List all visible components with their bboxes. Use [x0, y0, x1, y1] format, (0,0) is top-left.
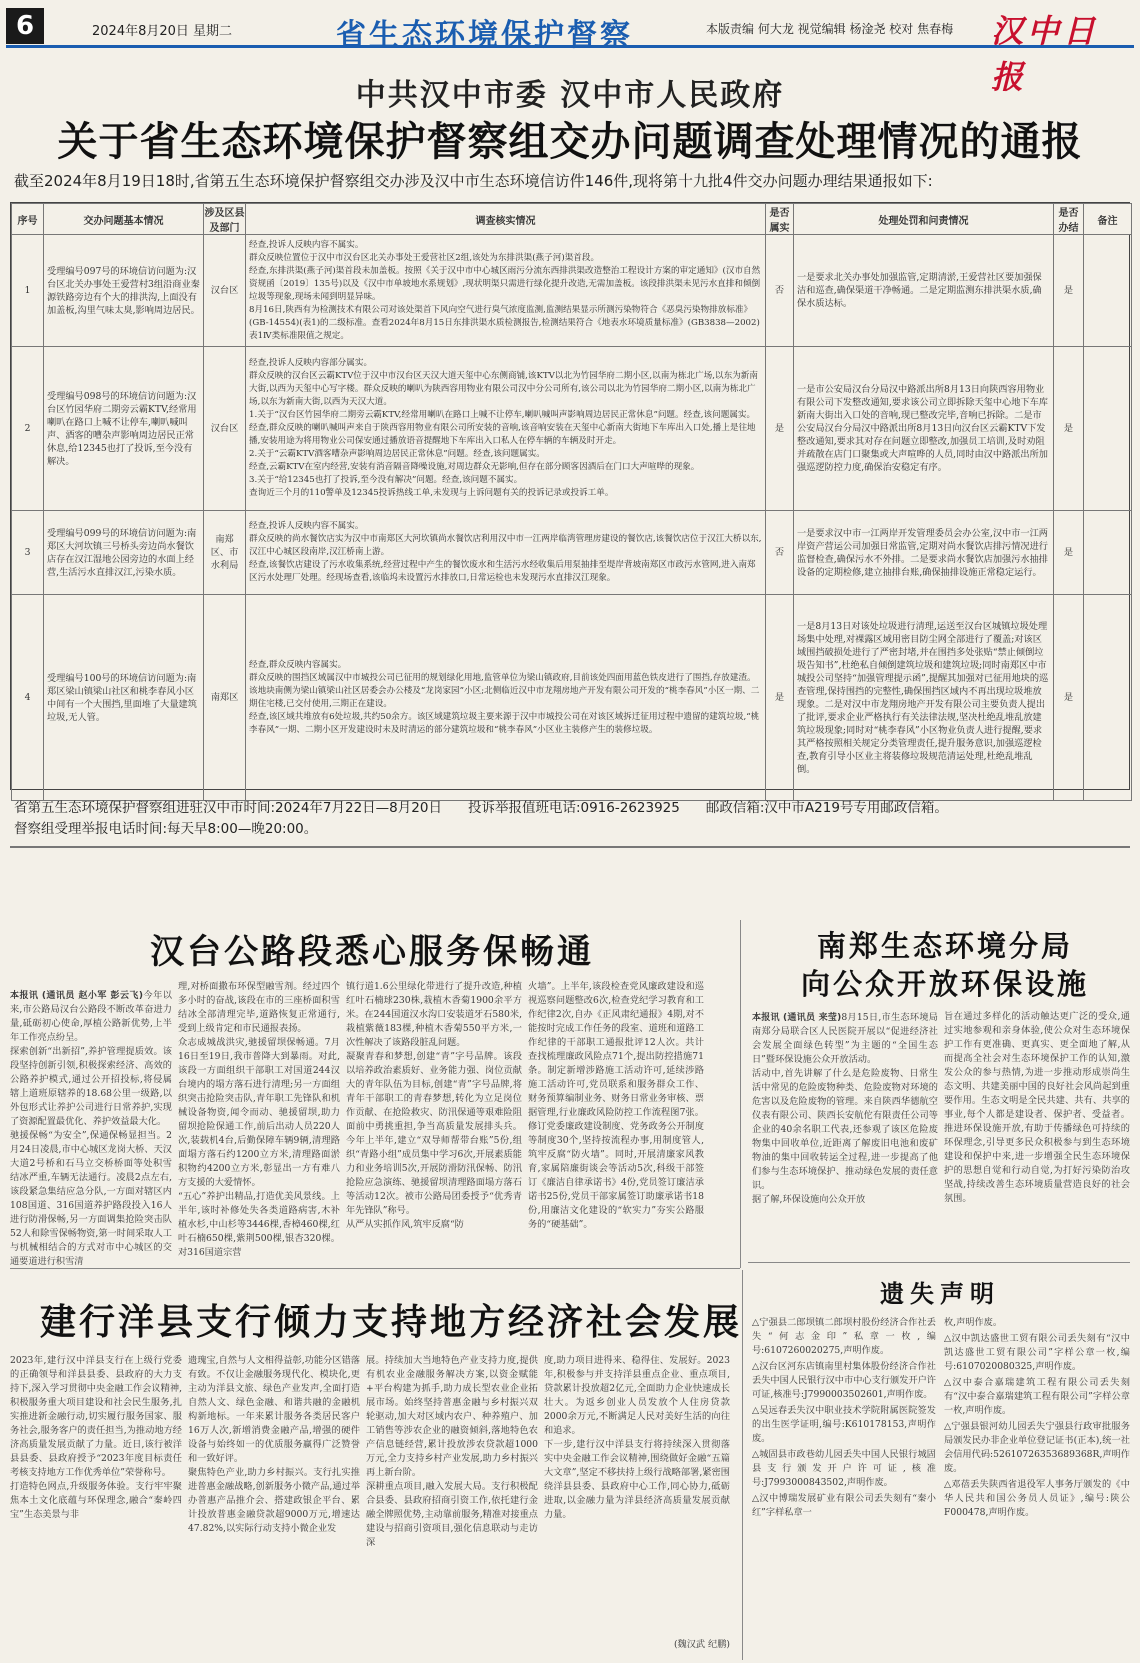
row-investigation: 经查,投诉人反映内容不属实。 群众反映位置位于汉中市汉台区北关办事处王爱营社区2组,该处为东排洪渠(燕子河)渠首段。 经查,东排洪渠(燕子河)渠首段未加盖板。按照《关于汉中市中心城区雨污分流东西排洪渠改造整治工程设计方案的审定通知》(汉市自然资规函〔2019〕135号)以及《汉中市单坡地水系规划》,现状明渠只需进行绿化提升改造,无需加盖板。该段排洪渠未见污水直排和倾倒垃圾等现象,现场未闻到明显异味。 8月16日,陕西有为检测技术有限公司对该处渠首下风向空气进行臭气浓度监测,监测结果显示所测污染物符合《恶臭污染物排放标准》(GB-14554)(表1)的二级标准。查看2024年8月15日东排洪渠水质检测报告,检测结果符合《地表水环境质量标准》(GB3838—2002)表1Ⅳ类标准限值之规定。 — [246, 235, 766, 347]
row-handling: 一是8月13日对该处垃圾进行清理,运送至汉台区城镇垃圾处理场集中处理,对裸露区域用密目防尘网全部进行了覆盖;对该区域围挡破损处进行了严密封堵,并在围挡多处张贴“禁止倾倒垃圾告知书”,杜绝私自倾倒建筑垃圾和建筑垃圾;同时南郑区中市城投公司坚持“加强管理提示函”,提醒其加强对已征用地块的巡查管理,保持围挡的完整性,确保围挡区域内不再出现垃圾堆放现象。二是对汉中市龙翔房地产开发有限公司主要负责人提出了批评,要求企业严格执行有关法律法规,坚决杜绝乱堆乱放建筑垃圾现象;同时对“桃李春风”小区物业负责人进行提醒,要求其严格按照相关规定分类管理责任,提升服务意识,加强巡逻检查,教育引导小区业主将装修垃圾规范清运处理,杜绝乱堆乱倒。 — [794, 595, 1054, 801]
row-closed: 是 — [1054, 347, 1084, 511]
row-issue: 受理编号099号的环境信访问题为:南郑区大河坎镇三号桥头旁边尚水餐饮店存在汉江湿地公园旁边的水面上经营,生活污水直排汉江,污染水质。 — [44, 511, 204, 595]
lost-notice-item: △邓蓓丢失陕西省退役军人事务厅颁发的《中华人民共和国公务员人员证》,编号:陕公F000478,声明作废。 — [944, 1479, 1130, 1518]
article2-col1-text: 8月15日,市生态环境局南郑分局联合区人民医院开展以“促进经济社会发展全面绿色转型”为主题的“全国生态日”暨环保设施公众开放活动。 活动中,首先讲解了什么是危险废物、日常生活中常见的危险废物种类、危险废物对环境的危害以及危险废物的管理。来自陕西华德航空仪表有限公司、陕西长安航佗有限责任公司等企业的40余名职工代表,还参观了该区危险废物集中回收单位,近距离了解废旧电池和废矿物油的集中回收转运全过程,进一步提高了他们参与生态环境保护、推动绿色发展的责任意识。 据了解,环保设施向公众开放 — [752, 1012, 938, 1205]
col-header-no: 序号 — [12, 204, 44, 235]
article1-title: 汉台公路段悉心服务保畅通 — [150, 932, 594, 972]
mailbox: 邮政信箱:汉中市A219号专用邮政信箱。 — [705, 800, 948, 816]
lost-notice-top-rule — [748, 1262, 1130, 1263]
table-row — [12, 235, 1132, 347]
row-district: 南郑区 — [204, 595, 246, 801]
editor-credits: 本版责编 何大龙 视觉编辑 杨淦尧 校对 焦春梅 — [706, 22, 954, 36]
article3-col2: 遗瑰宝,自然与人文相得益彰,功能分区错落有致。不仅让金融服务现代化、模块化,更主动为洋县文旅、绿色产业发声,全面打造自然人文、绿色金融、和谐共融的金融机构新地标。一年来累计服务各类居民客户16万人次,新增消费金融产品,增强的硬件设备与始终如一的优质服务赢得广泛赞誉和一致好评。 聚焦特色产业,助力乡村振兴。支行扎实推进普惠金融战略,创新服务小微产品,通过举办普惠产品推介会、搭建政银企平台、累计投放普惠金融贷款超9000万元,增速达47.82%,以实际行动支持小微企业发 — [188, 1355, 360, 1534]
article2-col1 — [752, 1010, 938, 1246]
table-row — [12, 347, 1132, 511]
lost-notice-col2 — [944, 1316, 1130, 1656]
notice-intro: 截至2024年8月19日18时,省第五生态环境保护督察组交办涉及汉中市生态环境信访件146件,现将第十九批4件交办问题办理结果通报如下: — [14, 172, 933, 190]
complaint-phone: 投诉举报值班电话:0916-2623925 — [467, 800, 680, 816]
article2-byline: 本报讯 — [752, 1013, 780, 1023]
column-rule — [740, 920, 741, 1268]
row-issue: 受理编号097号的环境信访问题为:汉台区北关办事处王爱营村3组沿商业秦源铁路旁边有个大的排洪沟,上面没有加盖板,沟里气味太臭,影响周边居民。 — [44, 235, 204, 347]
row-issue: 受理编号098号的环境信访问题为:汉台区竹园华府二期旁云霸KTV,经常用喇叭在路口上喊不让停车,喇叭喊叫声、酒客的嘈杂声影响周边居民正常休息,给12345也打了投诉,至今没有解决。 — [44, 347, 204, 511]
row-handling: 一是市公安局汉台分局汉中路派出所8月13日向陕西容用物业有限公司下发整改通知,要求该公司立即拆除天玺中心地下车库新南大街出入口处的音响,现已整改完毕,音响已拆除。二是市公安局汉台分局汉中路派出所8月13日向汉台区云霸KTV下发整改通知,要求其对存在问题立即整改,加强员工培训,及时劝阻并疏散在店门口聚集或大声喧哗的人员,同时由汉中路派出所加强巡逻防控力度,确保治安稳定有序。 — [794, 347, 1054, 511]
lost-notice-item: 枚,声明作废。 — [944, 1317, 1003, 1328]
row-remark — [1084, 347, 1132, 511]
row-is-true: 是 — [766, 347, 794, 511]
article1-byline: 本报讯 — [10, 991, 39, 1001]
lost-notice-item: △汉中泰合嘉瑞建筑工程有限公司丢失刻有“汉中泰合嘉瑞建筑工程有限公司”字样公章一枚,声明作废。 — [944, 1377, 1130, 1416]
section-title: 省生态环境保护督察 — [336, 18, 633, 53]
notice-title: 关于省生态环境保护督察组交办问题调查处理情况的通报 — [57, 118, 1083, 165]
col-header-true: 是否属实 — [766, 204, 794, 235]
column-rule-lower — [742, 1270, 743, 1660]
row-number: 2 — [12, 347, 44, 511]
page-number: 6 — [6, 8, 44, 44]
row-district: 南郑区、市水利局 — [204, 511, 246, 595]
row-closed: 是 — [1054, 595, 1084, 801]
lost-notice-title: 遗失声明 — [880, 1279, 1000, 1308]
table-header-row — [12, 204, 1132, 235]
article2-title-line2: 向公众开放环保设施 — [800, 967, 1089, 1001]
lost-notice-item: △吴远春丢失汉中职业技术学院附属医院签发的出生医学证明,编号:K610178153,声明作废。 — [752, 1405, 936, 1444]
article2-title-line1: 南郑生态环境分局 — [816, 929, 1073, 963]
row-closed: 是 — [1054, 511, 1084, 595]
row-district: 汉台区 — [204, 235, 246, 347]
newspaper-logo: 汉中日报 — [991, 12, 1100, 96]
col-header-investigation: 调查核实情况 — [246, 204, 766, 235]
col-header-handling: 处理处罚和问责情况 — [794, 204, 1054, 235]
article1-col4: 火墙”。上半年,该段检查党风廉政建设和巡视巡察问题整改6次,检查党纪学习教育和工作纪律2次,自办《正风肃纪通报》4期,对不能按时完成工作任务的段室、道班和道路工作纪律的干部职工通报批评12人次。共计查找梳理廉政风险点71个,提出防控措施71条。制定新增涉路施工活动许可,延续涉路施工活动许可,党员联系和服务群众工作、财务预算编制业务、财务日常业务审核、票据管理,行业廉政风险防控工作流程图7张。修订党委廉政建设制度、党务政务公开制度等制度30个,坚持按流程办事,用制度管人,筑牢反腐“防火墙”。同时,开展清廉家风教育,家属陪廉街谈会等活动5次,科级干部签订《廉洁自律承诺书》4份,党员签订廉洁承诺书25份,党员干部家属签订助廉承诺书18份,用廉洁文化建设的“软实力”夯实公路服务的“硬基础”。 — [528, 981, 704, 1230]
inspection-period: 省第五生态环境保护督察组进驻汉中市时间:2024年7月22日—8月20日 — [14, 800, 442, 816]
lost-notice-item: △宁强县二郎坝镇二郎坝村股份经济合作社丢失“何志金印”私章一枚,编号:6107260020275,声明作废。 — [752, 1317, 936, 1356]
row-handling: 一是要求北关办事处加强监管,定期清淤,王爱营社区要加强保洁和巡查,确保渠道干净畅通。二是定期监测东排洪渠水质,确保水质达标。 — [794, 235, 1054, 347]
row-remark — [1084, 511, 1132, 595]
notice-issuer: 中共汉中市委 汉中市人民政府 — [355, 78, 785, 113]
article3-col3: 展。持续加大当地特色产业支持力度,提供有机农业金融服务解决方案,以资金赋能+平台构建为抓手,助力成长型农业企业拓展市场。始终坚持普惠金融与乡村振兴双轮驱动,加大对区域内农户、种养殖户、加工销售等涉农企业的融资倾斜,落地特色农产信息链经营,累计投放涉农贷款超1000万元,全力支持乡村产业发展,助力乡村振兴再上新台阶。 深耕重点项目,融入发展大局。支行积极配合县委、县政府招商引资工作,依托建行金融全牌照优势,主动靠前服务,精准对接重点建设与招商引资项目,强化信息联动与走访深 — [366, 1355, 538, 1548]
article3-title: 建行洋县支行倾力支持地方经济社会发展 — [40, 1301, 743, 1343]
article2-reporters: (通讯员 来莹) — [783, 1013, 842, 1023]
row-issue: 受理编号100号的环境信访问题为:南郑区梁山镇梁山社区和桃李春风小区中间有一个大围挡,里面堆了大量建筑垃圾,无人管。 — [44, 595, 204, 801]
lost-notice-item: △宁强县银河幼儿园丢失宁强县行政审批服务局颁发民办非企业单位登记证书(正本),统一社会信用代码:52610726353689368R,声明作废。 — [944, 1421, 1130, 1474]
row-district: 汉台区 — [204, 347, 246, 511]
row-closed: 是 — [1054, 235, 1084, 347]
article3-col4: 度,助力项目进得来、稳得住、发展好。2023年,积极参与并支持洋县重点企业、重点项目,贷款累计投放超2亿元,全面助力企业快速成长壮大。为返乡创业人员发放个人住房贷款2000余万元,不断满足人民对美好生活的向往和追求。 下一步,建行汉中洋县支行将持续深入贯彻落实中央金融工作会议精神,围绕做好金融“五篇大文章”,坚定不移扶持上级行战略部署,紧密围绕洋县县委、县政府中心工作,同心协力,砥砺进取,以金融力量为洋县经济高质量发展贡献力量。 — [544, 1355, 730, 1520]
row-investigation: 经查,投诉人反映内容部分属实。 群众反映的汉台区云霸KTV位于汉中市汉台区天汉大道天玺中心东侧商铺,该KTV以北为竹园华府二期小区,以南为栋北广场,以东为新南大街,以西为天玺中心写字楼。群众反映的喇叭为陕西容用物业有限公司汉中分公司所有,该公司以北为竹园华府二期小区,以南为栋北广场,以东为新南大街,以西为天汉大道。 1.关于“汉台区竹园华府二期旁云霸KTV,经常用喇叭在路口上喊不让停车,喇叭喊叫声影响周边居民正常休息”问题。经查,该问题属实。 经查,群众反映的喇叭喊叫声来自于陕西容用物业有限公司所安装的音响,该音响安装在天玺中心新南大街地下车库出入口处,播上是往地播,安装用途为将用物业公司保安通过播放语音提醒地下车库出入口私人在停车辆的车辆及时开走。 2.关于“云霸KTV酒客嘈杂声影响周边居民正常休息”问题。经查,该问题属实。 经查,云霸KTV在室内经营,安装有消音隔音降噪设施,对周边群众无影响,但存在部分顾客因酒后在门口大声喧哗的现象。 3.关于“给12345也打了投诉,至今没有解决”问题。经查,该问题不属实。 查询近三个月的110警单及12345投诉热线工单,未发现与上诉问题有关的投诉记录或投诉工单。 — [246, 347, 766, 511]
article2-col2: 旨在通过多样化的活动触达更广泛的受众,通过实地参观和亲身体验,使公众对生态环境保护工作有更准确、更真实、更全面地了解,从而提高全社会对生态环境保护工作的认知,激发公众的参与热情,为进一步推动形成崇尚生态文明、共建美丽中国的良好社会风尚起到重要作用。生态文明是全民共建、共有、共享的事业,每个人都是建设者、保护者、受益者。推进环保设施开放,有助于传播绿色可持续的环保理念,引导更多民众积极参与到生态环境建设和保护中来,进一步增强全民生态环境保护的思想自觉和行动自觉,为打好污染防治攻坚战,持续改善生态环境质量营造良好的社会氛围。 — [944, 1011, 1130, 1204]
article1-col3: 镇行道1.6公里绿化带进行了提升改造,种植红叶石楠球230株,栽植木香菊1900余平方米。在244国道汉水沟口安装道牙石580米,栽植紫薇183棵,种植木香菊550平方米,一次性解决了该路段脏乱问题。 凝聚青春和梦想,创建“青”字号品牌。该段以培养政治素质好、业务能力强、岗位贡献大的青年队伍为目标,创建“青”字号品牌,将青年干部职工的青春梦想,转化为立足岗位作贡献、在抢险救灾、防汛保通等艰难险阻面前中勇挑重担,争当高质量发展排头兵。今年上半年,建立“双导师帮带台账”5份,组织“青路小组”成员集中学习6次,开展素质能力和业务培训5次,开展防滑防汛保畅、防汛抢险应急演练、驰援留坝清理路面塌方落石等活动12次。被市公路局团委授予“优秀青年先锋队”称号。 从严从实抓作风,筑牢反腐“防 — [346, 981, 522, 1230]
col-header-closed: 是否办结 — [1054, 204, 1084, 235]
article3-author: (魏汉武 纪鹏) — [673, 1639, 730, 1650]
table-row — [12, 595, 1132, 801]
row-investigation: 经查,群众反映内容属实。 群众反映的围挡区域属汉中市城投公司已征用的规划绿化用地,监管单位为梁山镇政府,目前该处四面用蓝色铁皮进行了围挡,存放建渣。该地块南侧为梁山镇梁山社区居委会办公楼及“龙岗家园”小区;北侧临近汉中市龙翔房地产开发有限公司开发的“桃李春风”小区一期、二期住宅楼,已交付使用,三期正在建设。 经查,该区域共堆放有6处垃圾,共约50余方。该区域建筑垃圾主要来源于汉中市城投公司在对该区域拆迁征用过程中遗留的建筑垃圾,“桃李春风”一期、二期小区开发建设时未及时清运的部分建筑垃圾和“桃李春风”小区业主装修产生的装修垃圾。 — [246, 595, 766, 801]
row-number: 4 — [12, 595, 44, 801]
notice-table — [10, 202, 1130, 790]
issue-date: 2024年8月20日 星期二 — [92, 24, 233, 39]
row-investigation: 经查,投诉人反映内容不属实。 群众反映的尚水餐饮店实为汉中市南郑区大河坎镇尚水餐饮店利用汉中市一江两岸临湾管理房建设的餐饮店,该餐饮店位于汉江大桥以东,汉江中心城区段南岸,汉江桥南上游。 经查,该餐饮店建设了污水收集系统,经营过程中产生的餐饮废水和生活污水经收集后用泵抽排至堤岸背坡南郑区市政污水管网,进入南郑区污水处理厂处理。经现场查看,该临坞未设置污水排放口,日常运检也未发现污水直排汉江现象。 — [246, 511, 766, 595]
article1-col2: 理,对桥面撒布环保型融雪剂。经过四个多小时的奋战,该段在市的三座桥面积雪结冰全部清理完毕,道路恢复正常通行,受到上级肯定和市民通报表扬。 众志成城战洪灾,驰援留坝保畅通。7月16日至19日,我市普降大到暴雨。对此,该段一方面组织干部职工对国道244汉台境内的塌方落石进行清理;另一方面组织突击抢险突击队,青年职工先锋队和机械设备物资,闻令而动、驰援留坝,助力留坝抢险保通工作,前后出动人员220人次,装载机4台,后勤保障车辆9辆,清理路面塌方落石约1200立方米,清理路面淤积物约4200立方米,彰显出一方有难八方支援的大爱情怀。 “五心”养护出精品,打造优美风景线。上半年,该时补修处失各类道路病害,木补植水杉,中山杉等3446棵,香樟460棵,红叶石楠650棵,紫荆500棵,银杏320棵。对316国道宗营 — [178, 981, 340, 1258]
row-remark — [1084, 595, 1132, 801]
row-remark — [1084, 235, 1132, 347]
lost-notice-item: △汉中凯达盛世工贸有限公司丢失刻有“汉中凯达盛世工贸有限公司”字样公章一枚,编号:6107020080325,声明作废。 — [944, 1333, 1130, 1372]
row-is-true: 否 — [766, 511, 794, 595]
lost-notice-item: △城固县市政巷幼儿园丢失中国人民银行城固县支行颁发开户许可证,核准号:J7993000843502,声明作废。 — [752, 1449, 936, 1488]
row-is-true: 是 — [766, 595, 794, 801]
section-divider — [10, 846, 1130, 848]
article1-col1-text: 今年以来,市公路局汉台公路段不断改革奋进力量,砥砺初心使命,厚植公路新优势,上半年工作亮点纷呈。 探索创新“出新招”,养护管理提质效。该段坚持创新引领,积极探索经济、高效的公路养护模式,通过公开招投标,将侵属辖上道班原辖养的18.68公里一级路,以外包形式让养护公司进行日常养护,实现了资源配置最优化、养护效益最大化。 驰援保畅“为安全”,保通保畅显担当。2月24日凌晨,市中心城区龙岗大桥、天汉大道2号桥和石马立交桥桥面等处积雪结冰严重,车辆无法通行。凌晨2点左右,该段紧急集结应急分队,一方面对辖区内108国道、316国道养护路段投入16人进行防滑保畅,另一方面调集抢险突击队52人和除雪保畅物资,第一时间采取人工与机械相结合的方式对市中心城区的交通要道进行积雪清 — [10, 990, 172, 1267]
lost-notice-col1 — [752, 1316, 936, 1656]
row-is-true: 否 — [766, 235, 794, 347]
row-number: 3 — [12, 511, 44, 595]
lost-notice-item: △汉台区河东店镇南里村集体股份经济合作社丢失中国人民银行汉中市中心支行颁发开户许可证,核准号:J7990003502601,声明作废。 — [752, 1361, 936, 1400]
col-header-remark: 备注 — [1084, 204, 1132, 235]
article1-col1 — [10, 988, 172, 1267]
phone-hours: 督察组受理举报电话时间:每天早8:00—晚20:00。 — [14, 821, 318, 837]
notice-footer — [14, 798, 1130, 840]
article3-col1: 2023年,建行汉中洋县支行在上级行党委的正确领导和洋县县委、县政府的大力支持下,深入学习贯彻中央金融工作会议精神,积极服务重大项目建设和社会民生服务,扎实推进新金融行动,切实履行服务国家、服务社会,服务客户的责任担当,为推动地方经济高质量发展贡献了力量。近日,该行被洋县县委、县政府授予“2023年度目标责任考核支持地方工作优秀单位”荣誉称号。 打造特色网点,升级服务体验。支行牢牢聚焦本土文化底蕴与环保理念,融合“秦岭四宝”生态美景与非 — [10, 1355, 182, 1520]
col-header-issue: 交办问题基本情况 — [44, 204, 204, 235]
article1-reporters: (通讯员 赵小军 彭云飞) — [41, 991, 144, 1001]
article-separator — [10, 1268, 740, 1269]
table-row — [12, 511, 1132, 595]
row-number: 1 — [12, 235, 44, 347]
row-handling: 一是要求汉中市一江两岸开发管理委员会办公室,汉中市一江两岸资产营运公司加强日常监管,定期对尚水餐饮店排污情况进行监督检查,确保污水不外排。二是要求尚水餐饮店加强污水抽排设备的定期检修,建立抽排台账,确保抽排设施正常稳定运行。 — [794, 511, 1054, 595]
col-header-district: 涉及区县及部门 — [204, 204, 246, 235]
lost-notice-item: △汉中博瑞发展矿业有限公司丢失刻有“秦小红”字样私章一 — [752, 1493, 936, 1518]
